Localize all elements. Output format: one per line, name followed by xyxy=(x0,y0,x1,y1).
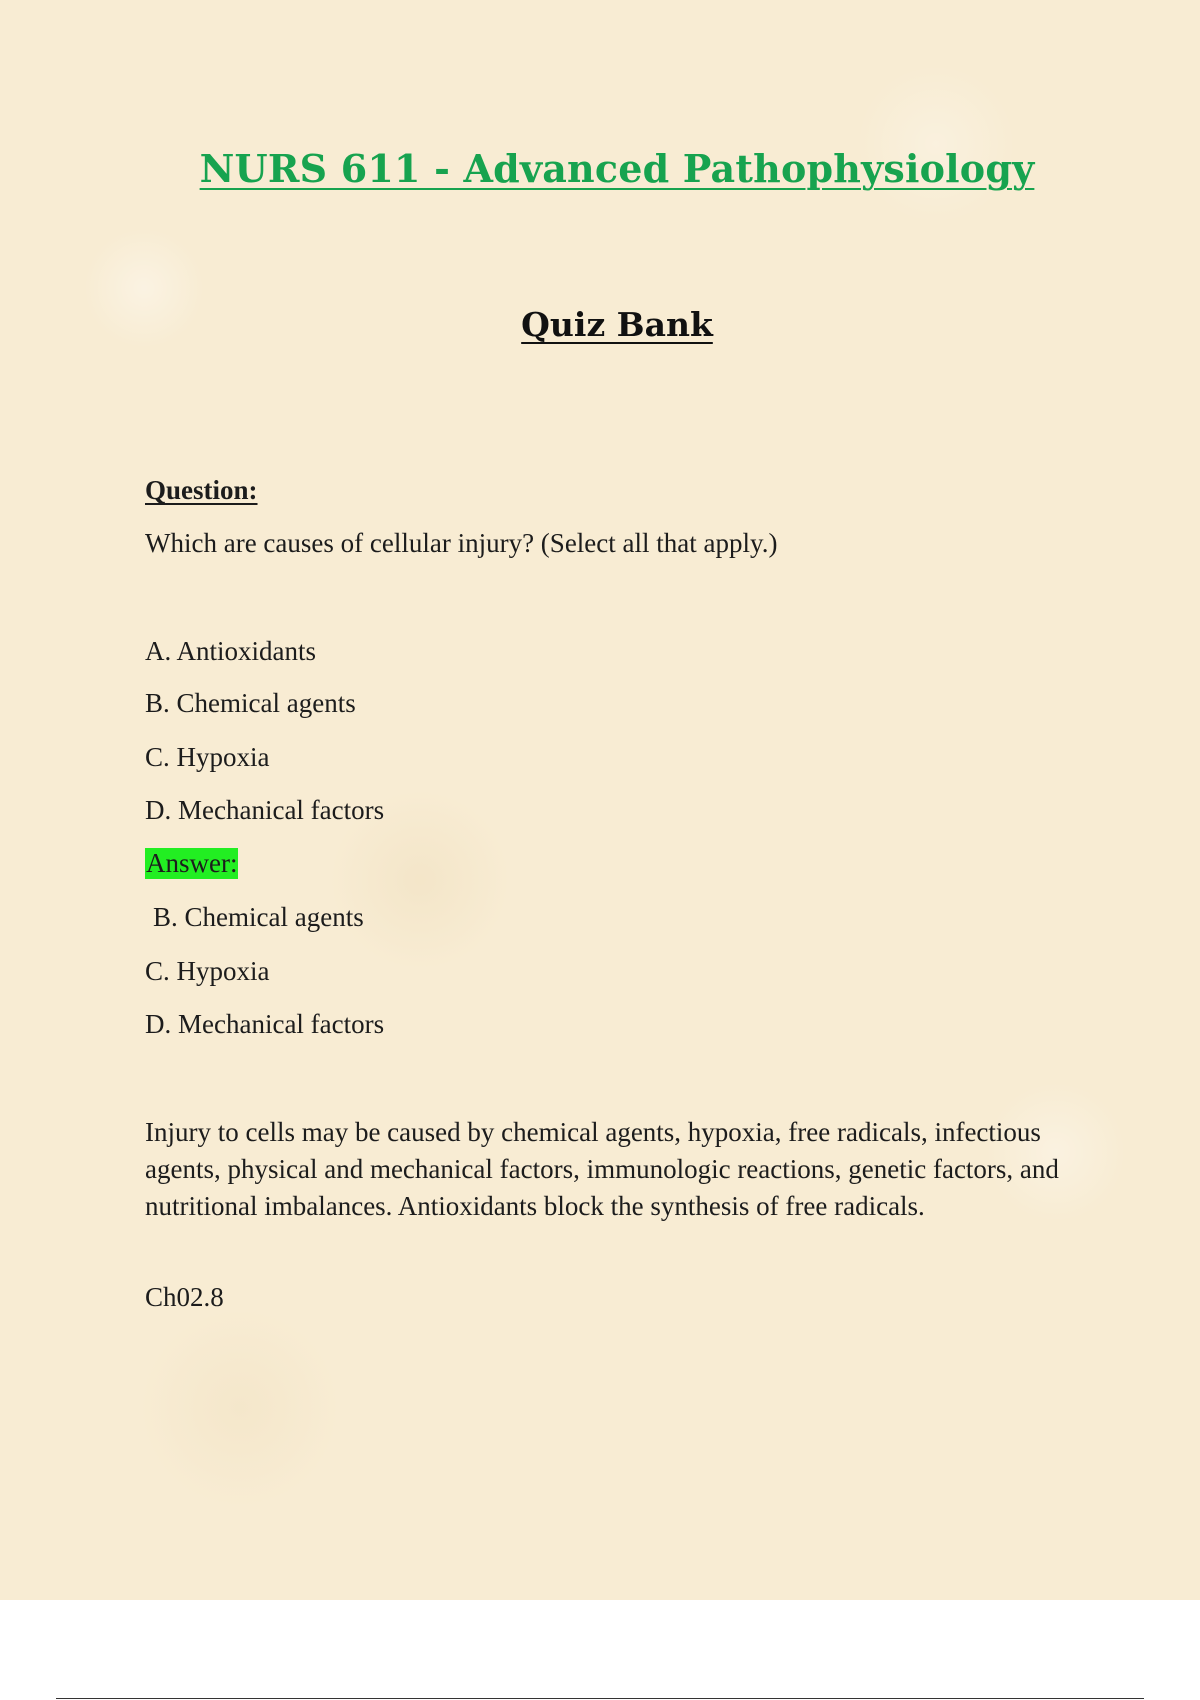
answer-b: B. Chemical agents xyxy=(153,902,364,932)
explanation-paragraph: Injury to cells may be caused by chemical agents, hypoxia, free radicals, infectious agents, physical and mechanical factors, immunologic reactions, genetic factors, and nutritional imbalances. Antioxidants block the synthesis of free radicals. xyxy=(145,1117,1059,1221)
chapter-reference: Ch02.8 xyxy=(145,1282,224,1312)
answer-c: C. Hypoxia xyxy=(145,956,270,986)
question-text: Which are causes of cellular injury? (Select all that apply.) xyxy=(145,528,778,558)
document-subtitle: Quiz Bank xyxy=(521,305,713,344)
answer-d: D. Mechanical factors xyxy=(145,1009,385,1039)
answer-label: Answer: xyxy=(146,848,238,878)
option-d: D. Mechanical factors xyxy=(145,795,385,825)
option-b: B. Chemical agents xyxy=(145,688,356,718)
footer-divider xyxy=(56,1698,1144,1699)
option-c: C. Hypoxia xyxy=(145,742,270,772)
option-a: A. Antioxidants xyxy=(145,636,317,666)
document-title: NURS 611 - Advanced Pathophysiology xyxy=(199,146,1035,191)
question-label: Question: xyxy=(145,475,258,505)
